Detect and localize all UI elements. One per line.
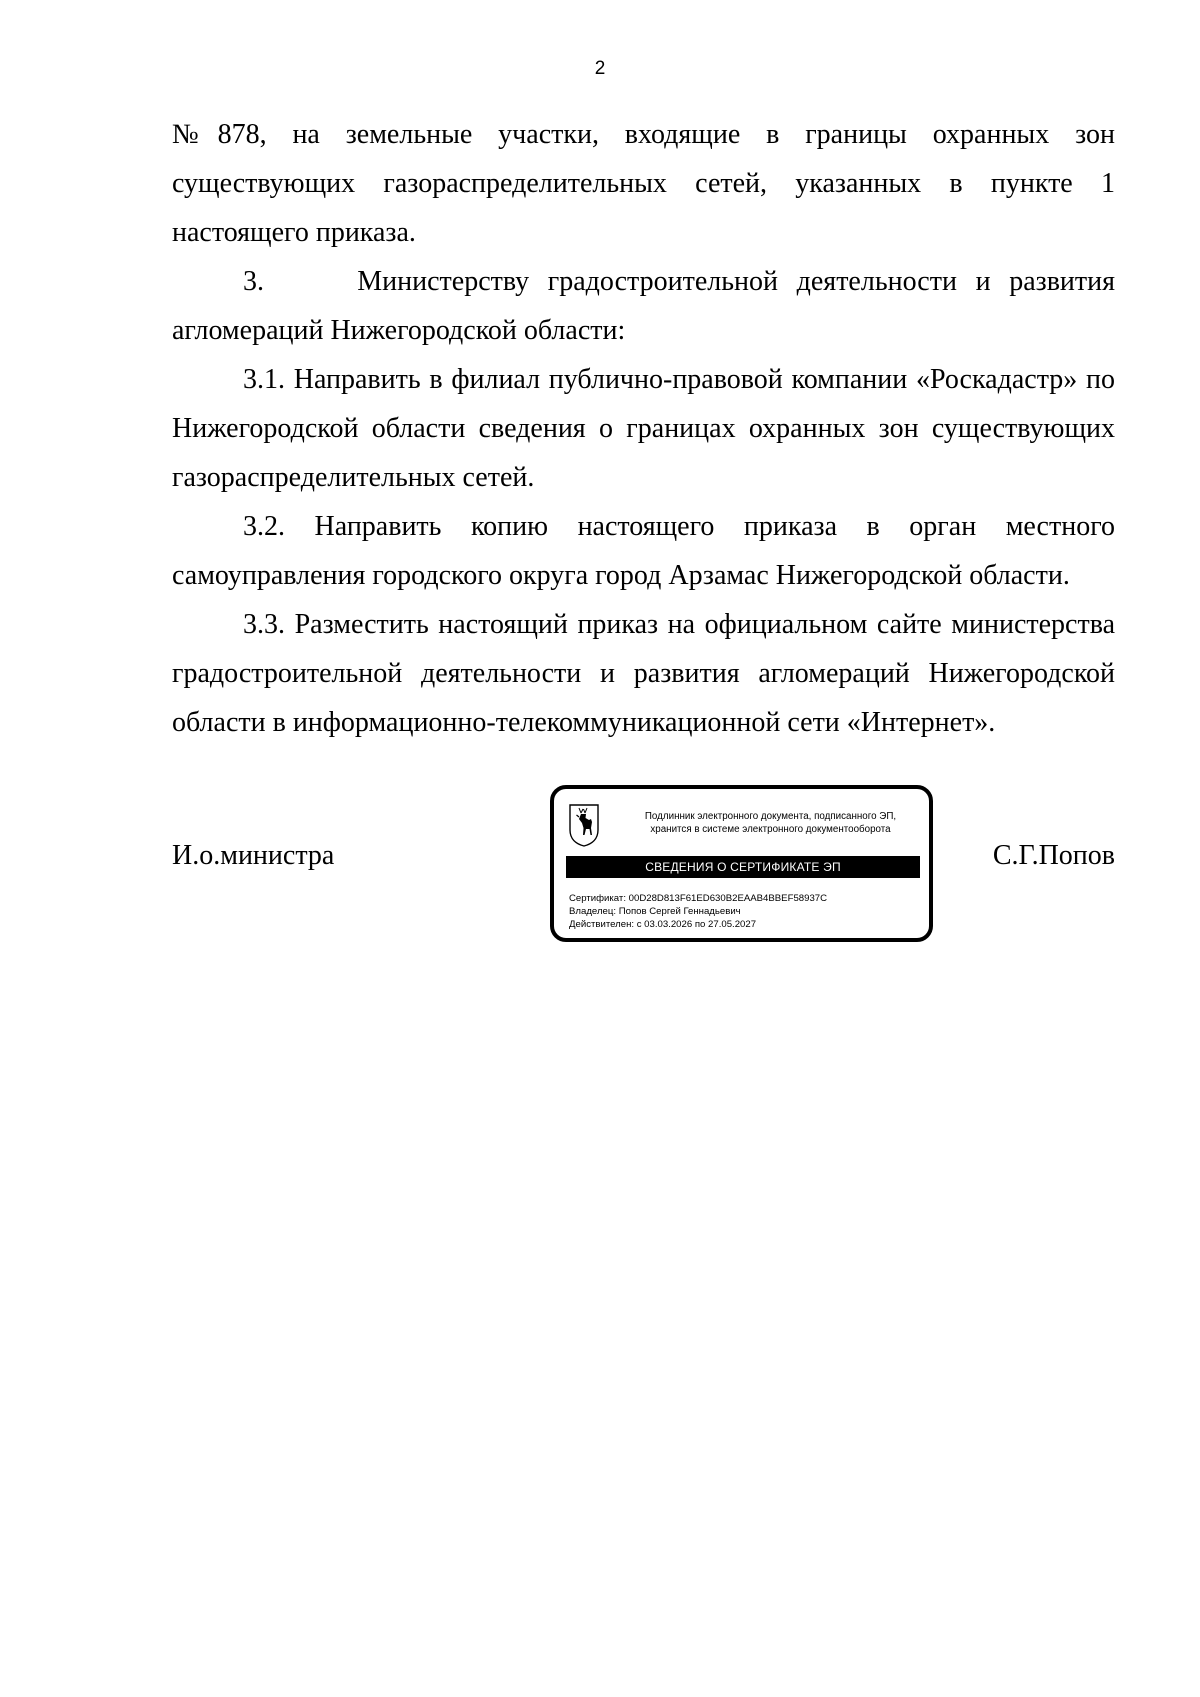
electronic-signature-stamp [550,785,933,942]
stamp-certificate-number: Сертификат: 00D28D813F61ED630B2EAAB4BBEF58937C [569,893,828,904]
signatory-name: С.Г.Попов [992,840,1115,871]
stamp-header-line-2: хранится в системе электронного документооборота [650,824,891,835]
stamp-validity: Действителен: с 03.03.2026 по 27.05.2027 [569,918,757,930]
paragraph-continuation: №878, на земельные участки, входящие в границы охранных зон существующих газораспределительных сетей, указанных в пункте 1 настоящего приказа. [172,119,1115,248]
stamp-header-line-1: Подлинник электронного документа, подписанного ЭП, [644,811,897,822]
paragraph-item-3-2: 3.2. Направить копию настоящего приказа в орган местного самоуправления городского округа город Арзамас Нижегородской области. [172,511,1115,591]
page-number: 2 [594,58,606,79]
nizhny-novgorod-coat-of-arms-icon [568,803,600,847]
stamp-header [614,810,927,836]
paragraph-item-3: 3. Министерству градостроительной деятельности и развития агломераций Нижегородской области: [172,266,1115,346]
signatory-position: И.о.министра [172,840,335,871]
stamp-certificate-bar: СВЕДЕНИЯ О СЕРТИФИКАТЕ ЭП [566,856,920,878]
paragraph-item-3-3: 3.3. Разместить настоящий приказ на официальном сайте министерства градостроительной деятельности и развития агломераций Нижегородской области в информационно-телекоммуникационной сети «Интернет». [172,609,1115,738]
paragraph-item-3-1: 3.1. Направить в филиал публично-правовой компании «Роскадастр» по Нижегородской области сведения о границах охранных зон существующих газораспределительных сетей. [172,364,1115,493]
document-body [172,110,1115,747]
stamp-details [569,893,827,931]
stamp-owner: Владелец: Попов Сергей Геннадьевич [569,905,741,917]
